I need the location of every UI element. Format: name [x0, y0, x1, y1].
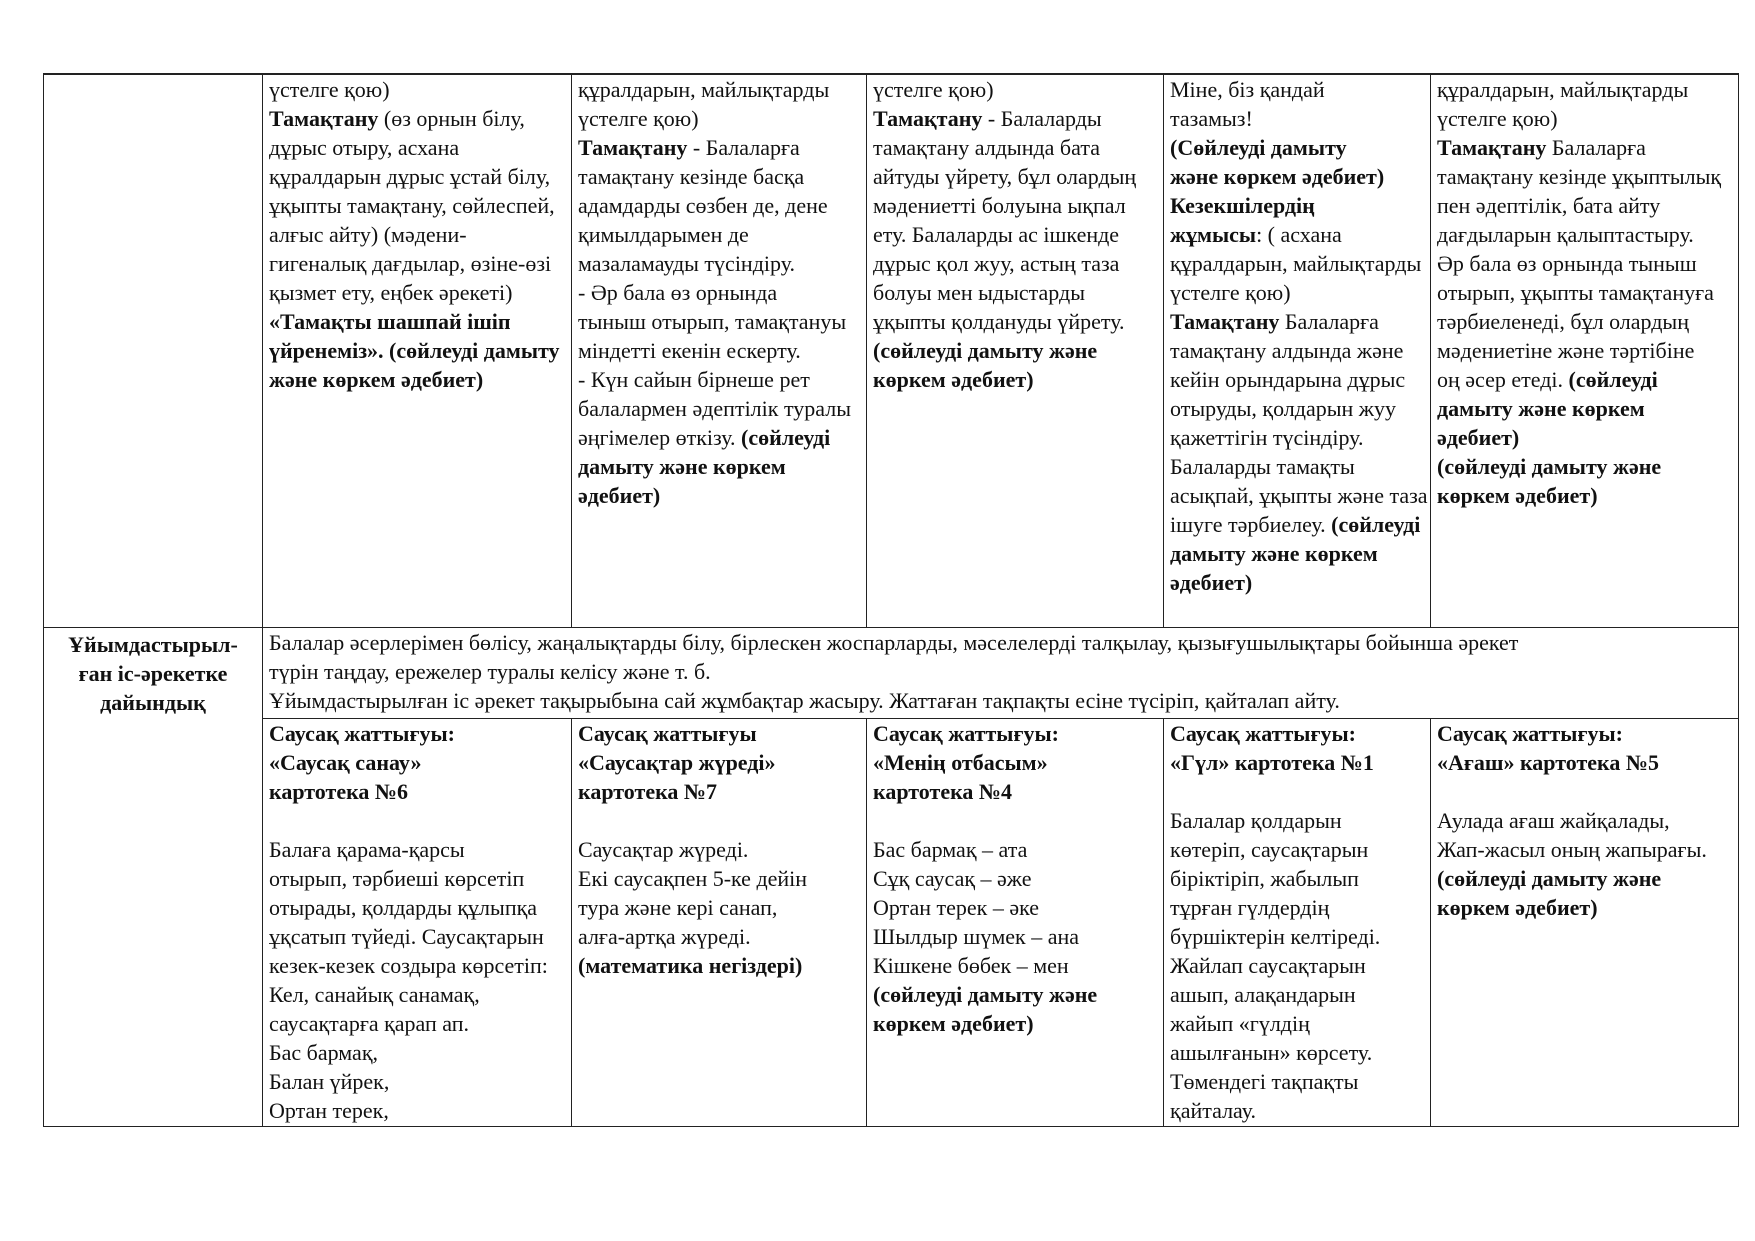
finger-cell-3 [867, 718, 1164, 1126]
text: болуы мен ыдыстарды [873, 280, 1085, 305]
cell-line [1437, 806, 1738, 835]
bold-text: көркем әдебиет) [1437, 483, 1598, 508]
text: : ( асхана [1256, 222, 1342, 247]
cell-line [1170, 777, 1430, 806]
cell-line [578, 220, 866, 249]
cell-line [269, 307, 571, 336]
cell-line [1170, 423, 1430, 452]
bold-text: Тамақтану [269, 106, 379, 131]
text: Сұқ саусақ – әже [873, 865, 1032, 891]
cell-line [578, 162, 866, 191]
text: - Балаларға [687, 135, 800, 160]
cell-line [578, 748, 866, 777]
text: оң әсер етеді. [1437, 367, 1569, 392]
cell-line [873, 249, 1163, 278]
text: асықпай, ұқыпты және таза [1170, 483, 1428, 508]
text: Аулада ағаш жайқалады, [1437, 807, 1670, 833]
text: дұрыс қол жуу, астың таза [873, 251, 1120, 276]
text: мәдениетіне және тәртібіне [1437, 338, 1695, 363]
cell-line [578, 864, 866, 893]
text: Балаларды тамақты [1170, 454, 1355, 479]
text: тамақтану алдында және [1170, 338, 1404, 363]
meal-cell-1 [263, 74, 572, 627]
bold-text: Саусақ жаттығуы: [1170, 720, 1356, 746]
bold-text: көркем әдебиет) [873, 367, 1034, 392]
text: Балан үйрек, [269, 1068, 390, 1094]
cell-line [269, 365, 571, 394]
text: үстелге қою) [873, 77, 994, 102]
cell-line [269, 75, 571, 104]
meal-cell-5 [1431, 74, 1739, 627]
cell-line [269, 951, 571, 980]
cell-line [1170, 249, 1430, 278]
cell-line [1170, 864, 1430, 893]
text: Ортан терек, [269, 1097, 389, 1123]
cell-line [1437, 748, 1738, 777]
cell-line [873, 75, 1163, 104]
finger-cell-5 [1431, 718, 1739, 1126]
bold-text: әдебиет) [1437, 425, 1520, 450]
prep-common-row [44, 627, 1739, 718]
text: үстелге қою) [578, 106, 699, 131]
bold-text: және көркем әдебиет) [269, 367, 484, 392]
text: қажеттігін түсіндіру. [1170, 425, 1364, 450]
bold-text: дамыту және көркем [1170, 541, 1378, 566]
bold-text: Тамақтану [1170, 309, 1280, 334]
cell-line [1437, 481, 1738, 510]
cell-line [269, 1009, 571, 1038]
text: Балаларға [1546, 135, 1646, 160]
bold-text: «Тамақты шашпай ішіп [269, 309, 511, 334]
prep-label-line: Ұйымдастырыл- [68, 631, 238, 657]
cell-line [1437, 249, 1738, 278]
text: ашып, алақандарын [1170, 981, 1356, 1007]
text: дұрыс отыру, асхана [269, 135, 460, 160]
text: қайталау. [1170, 1097, 1256, 1123]
text: біріктіріп, жабылып [1170, 865, 1359, 891]
cell-line [1170, 835, 1430, 864]
text: мазаламауды түсіндіру. [578, 251, 796, 276]
cell-line [873, 191, 1163, 220]
bold-text: әдебиет) [1170, 570, 1253, 595]
text: гигеналық дағдылар, өзіне-өзі [269, 251, 552, 276]
cell-line [578, 307, 866, 336]
text: Балаларға [1279, 309, 1379, 334]
text: тамақтану кезінде басқа [578, 164, 805, 189]
bold-text: (сөйлеуді [1331, 512, 1421, 537]
text: - Күн сайын бірнеше рет [578, 367, 810, 392]
bold-text: картотека №6 [269, 778, 409, 804]
bold-text: «Саусақ санау» [269, 749, 422, 775]
cell-line [873, 806, 1163, 835]
finger-cell-1 [263, 718, 572, 1126]
text: қызмет ету, еңбек әрекеті) [269, 280, 513, 305]
cell-line [873, 777, 1163, 806]
cell-line [1170, 951, 1430, 980]
bold-text: картотека №7 [578, 778, 718, 804]
row-label-cell [44, 74, 263, 627]
cell-line [1170, 307, 1430, 336]
text: көтеріп, саусақтарын [1170, 836, 1369, 862]
bold-text: Саусақ жаттығуы: [269, 720, 455, 746]
cell-line [1437, 394, 1738, 423]
text: отырып, ұқыпты тамақтануға [1437, 280, 1714, 305]
cell-line [1437, 75, 1738, 104]
cell-line [873, 162, 1163, 191]
cell-line [269, 748, 571, 777]
cell-line [1170, 719, 1430, 748]
text: - Балаларды [982, 106, 1102, 131]
cell-line [873, 104, 1163, 133]
cell-line [269, 1096, 571, 1125]
finger-cell-4 [1164, 718, 1431, 1126]
text: құралдарын, майлықтарды [1170, 251, 1422, 276]
cell-line [873, 719, 1163, 748]
cell-line [873, 893, 1163, 922]
bold-text: картотека №4 [873, 778, 1013, 804]
cell-line [1437, 307, 1738, 336]
text: дағдыларын қалыптастыру. [1437, 222, 1694, 247]
text: отыруды, қолдарын жуу [1170, 396, 1396, 421]
cell-line [873, 748, 1163, 777]
bold-text: «Гүл» картотека №1 [1170, 749, 1374, 775]
text: тәрбиеленеді, бұл олардың [1437, 309, 1689, 334]
text: Балаға қарама-қарсы [269, 836, 465, 862]
cell-line [578, 133, 866, 162]
bold-text: (Сөйлеуді дамыту [1170, 135, 1347, 160]
cell-line [1170, 220, 1430, 249]
cell-line [269, 1067, 571, 1096]
cell-line [1170, 510, 1430, 539]
bold-text: және көркем әдебиет) [1170, 164, 1385, 189]
text: тыныш отырып, тамақтануы [578, 309, 847, 334]
text: Жап-жасыл оның жапырағы. [1437, 836, 1707, 862]
text: құралдарын, майлықтарды [1437, 77, 1689, 102]
cell-line [578, 336, 866, 365]
cell-line [873, 980, 1163, 1009]
cell-line [1170, 1096, 1430, 1125]
bold-text: әдебиет) [578, 483, 661, 508]
bold-text: (сөйлеуді [741, 425, 831, 450]
cell-line [1170, 1038, 1430, 1067]
prep-label-line: дайындық [100, 689, 206, 715]
text: адамдарды сөзбен де, дене [578, 193, 828, 218]
text: әңгімелер өткізу. [578, 425, 742, 450]
text: тура және кері санап, [578, 894, 778, 920]
prep-common-line: Ұйымдастырылған іс әрекет тақырыбына сай жұмбақтар жасыру. Жаттаған тақпақты есіне түсіріп, қайталап айту. [269, 687, 1340, 713]
bold-text: көркем әдебиет) [873, 1010, 1034, 1036]
text: құралдарын, майлықтарды [578, 77, 830, 102]
text: Екі саусақпен 5-ке дейін [578, 865, 808, 891]
cell-line [1170, 748, 1430, 777]
cell-line [269, 719, 571, 748]
text: саусақтарға қарап ап. [269, 1010, 470, 1036]
bold-text: (сөйлеуді дамыту және [1437, 454, 1662, 479]
bold-text: Саусақ жаттығуы [578, 720, 757, 746]
text: балалармен әдептілік туралы [578, 396, 852, 421]
text: пен әдептілік, бата айту [1437, 193, 1661, 218]
cell-line [269, 922, 571, 951]
text: жайып «гүлдің [1170, 1010, 1310, 1036]
bold-text: үйренеміз». (сөйлеуді дамыту [269, 338, 560, 363]
cell-line [578, 806, 866, 835]
bold-text: дамыту және көркем [1437, 396, 1645, 421]
cell-line [1437, 452, 1738, 481]
cell-line [269, 777, 571, 806]
text: ету. Балаларды ас ішкенде [873, 222, 1120, 247]
cell-line [269, 806, 571, 835]
bold-text: Тамақтану [578, 135, 688, 160]
cell-line [1437, 835, 1738, 864]
cell-line [1170, 893, 1430, 922]
cell-line [1437, 278, 1738, 307]
text: айтуды үйрету, бұл олардың [873, 164, 1137, 189]
cell-line [1170, 75, 1430, 104]
cell-line [578, 394, 866, 423]
cell-line [1437, 133, 1738, 162]
cell-line [578, 249, 866, 278]
cell-line [269, 1038, 571, 1067]
cell-line [269, 336, 571, 365]
cell-line [873, 278, 1163, 307]
cell-line [1170, 278, 1430, 307]
cell-line [269, 980, 571, 1009]
cell-line [1170, 133, 1430, 162]
bold-text: Саусақ жаттығуы: [1437, 720, 1623, 746]
finger-cell-2 [572, 718, 867, 1126]
cell-line [578, 452, 866, 481]
text: - Әр бала өз орнында [578, 280, 778, 305]
cell-line [1170, 191, 1430, 220]
cell-line [1437, 719, 1738, 748]
text: Жайлап саусақтарын [1170, 952, 1366, 978]
cell-line [873, 220, 1163, 249]
text: мәдениетті болуына ықпал [873, 193, 1126, 218]
text: Балалар қолдарын [1170, 807, 1342, 833]
cell-line [1170, 394, 1430, 423]
cell-line [1170, 568, 1430, 597]
meal-cell-4 [1164, 74, 1431, 627]
cell-line [269, 162, 571, 191]
text: ұқсатып түйеді. Саусақтарын [269, 923, 544, 949]
cell-line [1437, 777, 1738, 806]
text: Міне, біз қандай [1170, 77, 1325, 102]
cell-line [1170, 481, 1430, 510]
bold-text: көркем әдебиет) [1437, 894, 1598, 920]
bold-text: «Менің отбасым» [873, 749, 1048, 775]
text: тазамыз! [1170, 106, 1253, 131]
cell-line [873, 336, 1163, 365]
cell-line [1170, 104, 1430, 133]
cell-line [1437, 423, 1738, 452]
cell-line [578, 278, 866, 307]
cell-line [1170, 452, 1430, 481]
cell-line [873, 1009, 1163, 1038]
text: міндетті екенін ескерту. [578, 338, 801, 363]
cell-line [1437, 104, 1738, 133]
cell-line [269, 893, 571, 922]
text: алғыс айту) (мәдени- [269, 222, 467, 247]
bold-text: (сөйлеуді дамыту және [873, 981, 1098, 1007]
cell-line [1437, 336, 1738, 365]
text: ұқыпты қолдануды үйрету. [873, 309, 1125, 334]
text: Бас бармақ – ата [873, 836, 1028, 862]
schedule-table [43, 73, 1739, 1127]
cell-line [1170, 1067, 1430, 1096]
cell-line [873, 951, 1163, 980]
meal-cell-2 [572, 74, 867, 627]
text: ашылғанын» көрсету. [1170, 1039, 1373, 1065]
meal-row [44, 74, 1739, 627]
bold-text: жұмысы [1170, 222, 1257, 247]
cell-line [1437, 220, 1738, 249]
bold-text: «Ағаш» картотека №5 [1437, 749, 1659, 775]
cell-line [1170, 1009, 1430, 1038]
cell-line [1170, 336, 1430, 365]
prep-common-cell [263, 627, 1739, 718]
cell-line [873, 835, 1163, 864]
text: Ортан терек – әке [873, 894, 1040, 920]
bold-text: Кезекшілердің [1170, 193, 1315, 218]
cell-line [578, 777, 866, 806]
text: кезек-кезек создыра көрсетіп: [269, 952, 548, 978]
cell-line [269, 104, 571, 133]
meal-cell-3 [867, 74, 1164, 627]
prep-common-line: түрін таңдау, ережелер туралы келісу және т. б. [269, 658, 711, 684]
text: отырады, қолдарды құлыпқа [269, 894, 538, 920]
text: үстелге қою) [269, 77, 390, 102]
bold-text: Саусақ жаттығуы: [873, 720, 1059, 746]
cell-line [1437, 365, 1738, 394]
text: Бас бармақ, [269, 1039, 379, 1065]
text: үстелге қою) [1437, 106, 1558, 131]
cell-line [1437, 864, 1738, 893]
text: алға-артқа жүреді. [578, 923, 751, 949]
cell-line [578, 481, 866, 510]
text: Кел, санайық санамақ, [269, 981, 480, 1007]
text: тамақтану алдында бата [873, 135, 1100, 160]
cell-line [578, 893, 866, 922]
cell-line [1437, 191, 1738, 220]
bold-text: Тамақтану [873, 106, 983, 131]
cell-line [578, 191, 866, 220]
text: Әр бала өз орнында тыныш [1437, 251, 1697, 276]
text: ішуге тәрбиелеу. [1170, 512, 1332, 537]
cell-line [578, 835, 866, 864]
cell-line [1437, 893, 1738, 922]
text: қимылдарымен де [578, 222, 749, 247]
cell-line [1170, 365, 1430, 394]
cell-line [1170, 539, 1430, 568]
cell-line [1170, 806, 1430, 835]
cell-line [1170, 922, 1430, 951]
cell-line [873, 864, 1163, 893]
text: кейін орындарына дұрыс [1170, 367, 1406, 392]
text: үстелге қою) [1170, 280, 1291, 305]
prep-common-line: Балалар әсерлерімен бөлісу, жаңалықтарды білу, бірлескен жоспарларды, мәселелерді талқылау, қызығушылықтары бойынша әрекет [269, 629, 1519, 655]
bold-text: Тамақтану [1437, 135, 1547, 160]
cell-line [578, 75, 866, 104]
text: Шылдыр шүмек – ана [873, 923, 1080, 949]
finger-exercise-row [44, 718, 1739, 1126]
prep-label-line: ған іс-әрекетке [78, 660, 228, 686]
cell-line [269, 220, 571, 249]
text: ұқыпты тамақтану, сөйлеспей, [269, 193, 555, 218]
bold-text: «Саусақтар жүреді» [578, 749, 776, 775]
bold-text: дамыту және көркем [578, 454, 786, 479]
cell-line [873, 133, 1163, 162]
bold-text: (математика негіздері) [578, 952, 803, 978]
text: бүршіктерін келтіреді. [1170, 923, 1381, 949]
cell-line [578, 365, 866, 394]
cell-line [873, 307, 1163, 336]
text: отырып, тәрбиеші көрсетіп [269, 865, 525, 891]
cell-line [578, 951, 866, 980]
prep-label-cell [44, 627, 263, 1126]
cell-line [578, 423, 866, 452]
bold-text: (сөйлеуді [1568, 367, 1658, 392]
cell-line [269, 133, 571, 162]
cell-line [873, 365, 1163, 394]
text: тұрған гүлдердің [1170, 894, 1330, 920]
cell-line [269, 191, 571, 220]
cell-line [578, 922, 866, 951]
text: Кішкене бөбек – мен [873, 952, 1069, 978]
cell-line [269, 278, 571, 307]
text: тамақтану кезінде ұқыптылық [1437, 164, 1722, 189]
cell-line [578, 104, 866, 133]
cell-line [873, 922, 1163, 951]
bold-text: (сөйлеуді дамыту және [1437, 865, 1662, 891]
cell-line [1170, 980, 1430, 1009]
cell-line [1170, 162, 1430, 191]
text: құралдарын дұрыс ұстай білу, [269, 164, 551, 189]
cell-line [269, 249, 571, 278]
text: Төмендегі тақпақты [1170, 1068, 1359, 1094]
text: Саусақтар жүреді. [578, 836, 749, 862]
text: (өз орнын білу, [378, 106, 525, 131]
cell-line [269, 835, 571, 864]
cell-line [1437, 162, 1738, 191]
bold-text: (сөйлеуді дамыту және [873, 338, 1098, 363]
cell-line [269, 864, 571, 893]
cell-line [578, 719, 866, 748]
